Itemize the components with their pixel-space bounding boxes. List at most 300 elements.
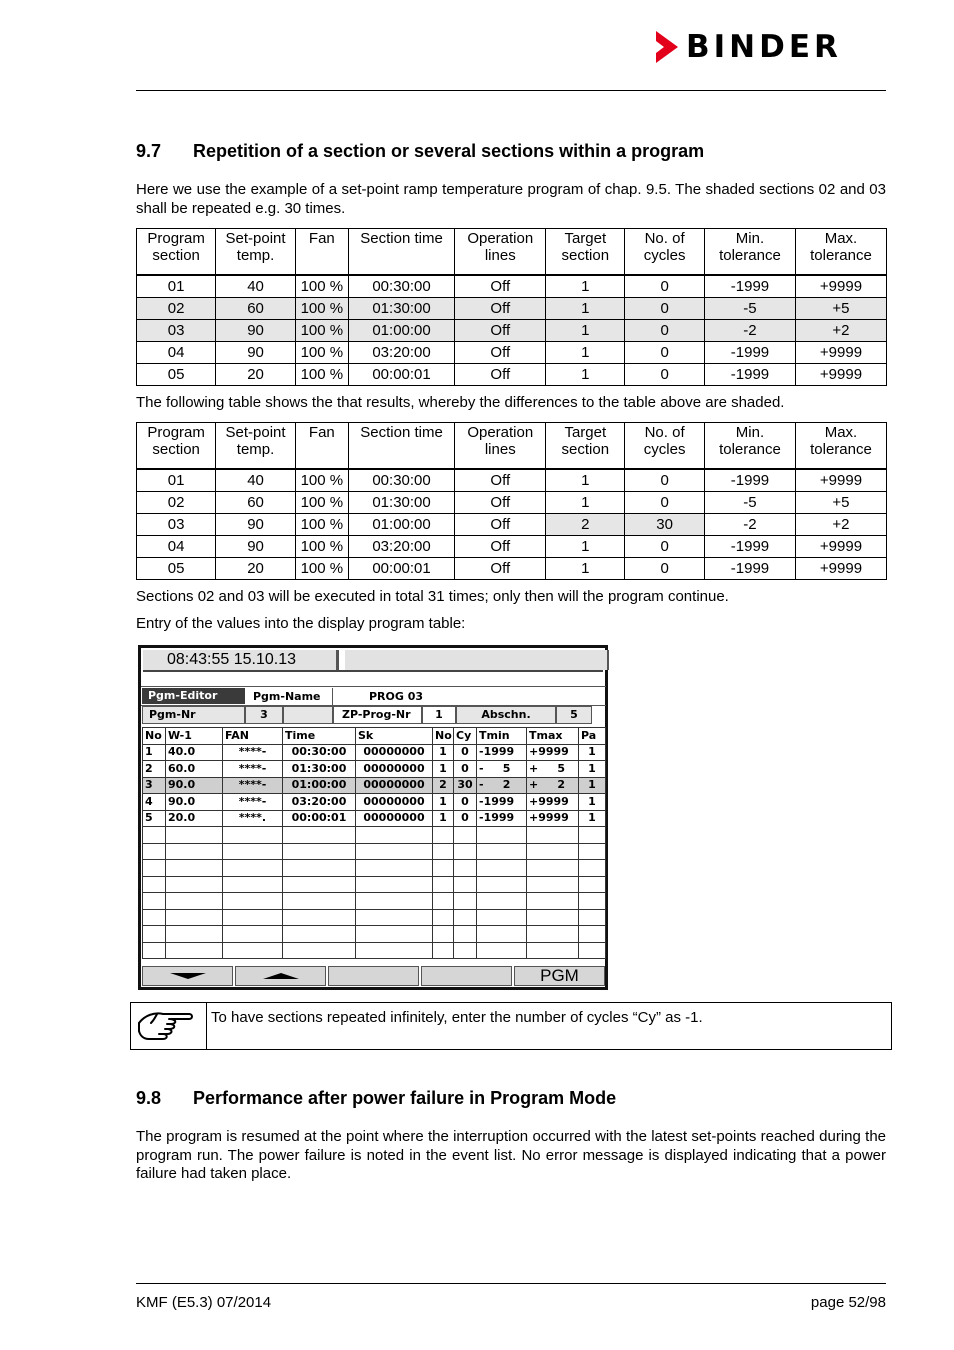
column-header xyxy=(795,229,886,276)
table-cell: 0 xyxy=(625,275,705,298)
display-column-header: FAN xyxy=(223,728,283,745)
display-empty-row[interactable] xyxy=(143,909,606,926)
display-column-header: Tmin xyxy=(477,728,527,745)
display-table-cell[interactable]: 0 xyxy=(454,810,477,827)
display-column-header: Tmax xyxy=(527,728,579,745)
logo-arrow-icon xyxy=(656,31,678,63)
table-cell: 90 xyxy=(216,514,296,536)
display-empty-cell[interactable] xyxy=(223,926,283,943)
display-empty-cell[interactable] xyxy=(223,827,283,844)
table-cell: 03:20:00 xyxy=(348,536,454,558)
display-footer xyxy=(142,966,605,986)
display-empty-cell[interactable] xyxy=(166,926,223,943)
column-header xyxy=(216,229,296,276)
column-header-line: No. of xyxy=(644,424,685,441)
display-empty-cell[interactable] xyxy=(143,926,166,943)
column-header xyxy=(216,423,296,470)
footer-doc-id: KMF (E5.3) 07/2014 xyxy=(136,1294,272,1311)
display-empty-cell[interactable] xyxy=(166,876,223,893)
display-table-cell[interactable]: 5 xyxy=(143,810,166,827)
display-empty-cell[interactable] xyxy=(477,909,527,926)
display-table-cell[interactable]: -1999 xyxy=(477,794,527,811)
display-empty-cell[interactable] xyxy=(283,860,356,877)
table-row xyxy=(137,469,887,492)
display-empty-cell[interactable] xyxy=(433,893,454,910)
table-cell: +9999 xyxy=(795,558,886,580)
display-empty-row[interactable] xyxy=(143,942,606,959)
table-cell: 60 xyxy=(216,492,296,514)
display-empty-cell[interactable] xyxy=(527,893,579,910)
display-column-header: Time xyxy=(283,728,356,745)
program-table-original xyxy=(136,228,887,386)
pgm-name-label: Pgm-Name xyxy=(253,690,321,703)
pgm-button[interactable]: PGM xyxy=(514,966,605,986)
table-cell: 02 xyxy=(137,492,216,514)
table-cell: 0 xyxy=(625,298,705,320)
column-header xyxy=(546,229,625,276)
display-empty-cell[interactable] xyxy=(166,843,223,860)
table-cell: Off xyxy=(455,298,546,320)
table-cell: 02 xyxy=(137,298,216,320)
table-cell: Off xyxy=(455,536,546,558)
display-empty-cell[interactable] xyxy=(283,876,356,893)
scroll-down-button[interactable] xyxy=(142,966,233,986)
table-cell: Off xyxy=(455,492,546,514)
display-empty-cell[interactable] xyxy=(356,942,433,959)
display-empty-cell[interactable] xyxy=(223,860,283,877)
display-empty-cell[interactable] xyxy=(527,860,579,877)
note-text: To have sections repeated infinitely, enter the number of cycles “Cy” as -1. xyxy=(211,1009,703,1026)
column-header-line: cycles xyxy=(643,441,686,458)
display-table-cell[interactable]: 00000000 xyxy=(356,794,433,811)
display-empty-cell[interactable] xyxy=(283,942,356,959)
column-header-line: Set-point xyxy=(225,424,286,441)
table-cell: 1 xyxy=(546,469,625,492)
display-table-cell[interactable]: 1 xyxy=(579,794,606,811)
table-cell: 01 xyxy=(137,275,216,298)
table-cell: 0 xyxy=(625,536,705,558)
display-table-cell[interactable]: +9999 xyxy=(527,794,579,811)
abschn-label: Abschn. xyxy=(456,706,556,724)
pgm-nr-value[interactable]: 3 xyxy=(245,706,283,724)
display-empty-cell[interactable] xyxy=(356,827,433,844)
display-empty-cell[interactable] xyxy=(454,909,477,926)
display-empty-cell[interactable] xyxy=(454,893,477,910)
column-header xyxy=(455,229,546,276)
scroll-up-button[interactable] xyxy=(235,966,326,986)
table-cell: 05 xyxy=(137,558,216,580)
table-cell: 01:00:00 xyxy=(348,320,454,342)
column-header-line: section xyxy=(561,441,610,458)
section-98-heading: 9.8 Performance after power failure in Program Mode xyxy=(136,1088,617,1108)
table-cell: 100 % xyxy=(295,536,348,558)
after-text: Sections 02 and 03 will be executed in total 31 times; only then will the program continue. xyxy=(136,588,729,605)
display-table-cell[interactable]: + 2 xyxy=(527,777,579,794)
column-header-line: section xyxy=(152,247,200,264)
table-cell: +2 xyxy=(795,320,886,342)
display-table-cell[interactable]: 03:20:00 xyxy=(283,794,356,811)
display-empty-cell[interactable] xyxy=(283,926,356,943)
display-table-cell[interactable]: 1 xyxy=(433,744,454,761)
entry-text: Entry of the values into the display program table: xyxy=(136,615,466,632)
table-cell: +5 xyxy=(795,298,886,320)
display-table-cell[interactable]: 1 xyxy=(579,777,606,794)
table-cell: -1999 xyxy=(704,342,795,364)
display-table-cell[interactable]: + 5 xyxy=(527,761,579,778)
display-table-cell[interactable]: 00000000 xyxy=(356,777,433,794)
display-empty-cell[interactable] xyxy=(283,893,356,910)
pgm-nr-label: Pgm-Nr xyxy=(142,706,245,724)
display-table-cell[interactable]: -1999 xyxy=(477,810,527,827)
display-spacer xyxy=(283,706,333,724)
display-status-bar xyxy=(345,650,609,670)
display-empty-cell[interactable] xyxy=(166,827,223,844)
table-cell: +5 xyxy=(795,492,886,514)
display-table-cell[interactable]: 40.0 xyxy=(166,744,223,761)
table-cell: +9999 xyxy=(795,469,886,492)
pgm-name-value[interactable]: PROG 03 xyxy=(369,690,424,703)
display-empty-cell[interactable] xyxy=(527,942,579,959)
display-empty-cell[interactable] xyxy=(454,926,477,943)
table-cell: 20 xyxy=(216,364,296,386)
column-header-line: cycles xyxy=(643,247,686,264)
display-empty-cell[interactable] xyxy=(454,827,477,844)
display-empty-cell[interactable] xyxy=(356,893,433,910)
table-cell: -1999 xyxy=(704,558,795,580)
display-empty-cell[interactable] xyxy=(283,827,356,844)
table-cell: Off xyxy=(455,320,546,342)
display-empty-cell[interactable] xyxy=(527,843,579,860)
display-empty-cell[interactable] xyxy=(477,942,527,959)
display-table-cell[interactable]: 90.0 xyxy=(166,794,223,811)
display-empty-cell[interactable] xyxy=(454,942,477,959)
display-table-cell[interactable]: 00:30:00 xyxy=(283,744,356,761)
display-empty-cell[interactable] xyxy=(356,843,433,860)
abschn-value[interactable]: 5 xyxy=(556,706,592,724)
display-column-header: W-1 xyxy=(166,728,223,745)
display-empty-cell[interactable] xyxy=(433,860,454,877)
display-empty-cell[interactable] xyxy=(527,926,579,943)
between-text: The following table shows the that results, whereby the differences to the table above are shaded. xyxy=(136,394,785,411)
display-table-row[interactable] xyxy=(143,810,606,827)
display-table-cell[interactable]: ****- xyxy=(223,777,283,794)
column-header xyxy=(455,423,546,470)
table-cell: 1 xyxy=(546,275,625,298)
column-header-line: Fan xyxy=(308,424,335,441)
table-cell: 1 xyxy=(546,558,625,580)
column-header xyxy=(546,423,625,470)
display-empty-cell[interactable] xyxy=(143,843,166,860)
display-empty-cell[interactable] xyxy=(283,843,356,860)
column-header-line: section xyxy=(561,247,610,264)
display-table-cell[interactable]: 1 xyxy=(579,761,606,778)
column-header-line: Operation xyxy=(467,230,534,247)
display-empty-cell[interactable] xyxy=(477,827,527,844)
table-cell: 1 xyxy=(546,342,625,364)
display-table-cell[interactable]: 1 xyxy=(433,761,454,778)
table-cell: 04 xyxy=(137,536,216,558)
display-table-cell[interactable]: 0 xyxy=(454,794,477,811)
display-empty-cell[interactable] xyxy=(166,893,223,910)
display-table-cell[interactable]: +9999 xyxy=(527,744,579,761)
display-empty-cell[interactable] xyxy=(579,827,606,844)
pgm-editor-tab[interactable]: Pgm-Editor xyxy=(142,688,245,704)
column-header xyxy=(348,423,454,470)
column-header-line: tolerance xyxy=(810,441,872,458)
display-empty-cell[interactable] xyxy=(454,876,477,893)
table-cell: Off xyxy=(455,558,546,580)
display-empty-cell[interactable] xyxy=(454,860,477,877)
display-empty-cell[interactable] xyxy=(579,893,606,910)
table-cell: 0 xyxy=(625,492,705,514)
display-table-cell[interactable]: 3 xyxy=(143,777,166,794)
table-cell: Off xyxy=(455,514,546,536)
table-cell: 01:30:00 xyxy=(348,298,454,320)
display-column-header: Cy xyxy=(454,728,477,745)
table-header-row xyxy=(137,423,887,470)
display-column-header: No xyxy=(433,728,454,745)
display-table-cell[interactable]: 00000000 xyxy=(356,761,433,778)
display-empty-cell[interactable] xyxy=(143,909,166,926)
display-empty-cell[interactable] xyxy=(579,909,606,926)
display-empty-cell[interactable] xyxy=(477,893,527,910)
display-table-cell[interactable]: 1 xyxy=(579,744,606,761)
column-header-line: Max. xyxy=(824,424,858,441)
table-row xyxy=(137,320,887,342)
display-table-cell[interactable]: 0 xyxy=(454,761,477,778)
display-empty-cell[interactable] xyxy=(283,909,356,926)
display-table-cell[interactable]: 00000000 xyxy=(356,744,433,761)
display-table-cell[interactable]: 0 xyxy=(454,744,477,761)
table-row xyxy=(137,298,887,320)
display-empty-cell[interactable] xyxy=(356,876,433,893)
display-empty-cell[interactable] xyxy=(166,860,223,877)
table-cell: 1 xyxy=(546,536,625,558)
display-empty-row[interactable] xyxy=(143,827,606,844)
display-empty-cell[interactable] xyxy=(579,843,606,860)
display-empty-row[interactable] xyxy=(143,843,606,860)
column-header xyxy=(137,229,216,276)
footer-rule xyxy=(136,1283,886,1284)
display-empty-cell[interactable] xyxy=(223,909,283,926)
column-header-line: temp. xyxy=(236,247,275,264)
table-cell: 90 xyxy=(216,342,296,364)
column-header-line: temp. xyxy=(236,441,275,458)
display-table-cell[interactable]: ****. xyxy=(223,810,283,827)
display-empty-cell[interactable] xyxy=(433,942,454,959)
display-empty-cell[interactable] xyxy=(433,876,454,893)
column-header-line: tolerance xyxy=(719,441,781,458)
table-cell: 90 xyxy=(216,536,296,558)
table-cell: 100 % xyxy=(295,364,348,386)
section-98-body: The program is resumed at the point where the interruption occurred with the latest set-points reached during the program run. The power failure is noted in the event list. No error message is displayed indicating that a power failure had taken place. xyxy=(136,1128,886,1182)
table-row xyxy=(137,364,887,386)
display-clock: 08:43:55 15.10.13 xyxy=(143,650,339,670)
table-cell: 100 % xyxy=(295,342,348,364)
column-header xyxy=(704,423,795,470)
display-empty-cell[interactable] xyxy=(143,942,166,959)
display-empty-cell[interactable] xyxy=(166,909,223,926)
display-table-cell[interactable]: ****- xyxy=(223,744,283,761)
display-empty-row[interactable] xyxy=(143,893,606,910)
table-cell: 100 % xyxy=(295,492,348,514)
table-header-row xyxy=(137,229,887,276)
display-empty-cell[interactable] xyxy=(223,893,283,910)
display-table-cell[interactable]: 1 xyxy=(433,794,454,811)
display-empty-cell[interactable] xyxy=(166,942,223,959)
table-cell: 05 xyxy=(137,364,216,386)
table-cell: -1999 xyxy=(704,275,795,298)
display-table-cell[interactable]: +9999 xyxy=(527,810,579,827)
table-row xyxy=(137,558,887,580)
display-table-cell[interactable]: 00000000 xyxy=(356,810,433,827)
column-header-line: lines xyxy=(484,441,516,458)
column-header xyxy=(795,423,886,470)
display-table-cell[interactable]: 1 xyxy=(433,810,454,827)
display-empty-cell[interactable] xyxy=(433,827,454,844)
table-cell: +9999 xyxy=(795,275,886,298)
display-empty-cell[interactable] xyxy=(579,942,606,959)
display-table-cell[interactable]: - 2 xyxy=(477,777,527,794)
program-table-result xyxy=(136,422,887,580)
display-empty-cell[interactable] xyxy=(356,909,433,926)
display-table-row[interactable] xyxy=(143,761,606,778)
section-97-intro: Here we use the example of a set-point ramp temperature program of chap. 9.5. The shaded sections 02 and 03 shall be repeated e.g. 30 times. xyxy=(136,181,886,217)
column-header-line: Fan xyxy=(308,230,335,247)
table-cell: 100 % xyxy=(295,298,348,320)
display-table-row[interactable] xyxy=(143,794,606,811)
table-cell: 0 xyxy=(625,558,705,580)
display-table-cell[interactable]: 20.0 xyxy=(166,810,223,827)
table-cell: 0 xyxy=(625,364,705,386)
display-empty-cell[interactable] xyxy=(527,876,579,893)
display-table-cell[interactable]: -1999 xyxy=(477,744,527,761)
table-cell: 2 xyxy=(546,514,625,536)
display-table-cell[interactable]: 90.0 xyxy=(166,777,223,794)
table-cell: +2 xyxy=(795,514,886,536)
table-cell: -2 xyxy=(704,320,795,342)
table-cell: 30 xyxy=(625,514,705,536)
column-header-line: Operation xyxy=(467,424,534,441)
display-table-row[interactable] xyxy=(143,777,606,794)
column-header-line: Set-point xyxy=(225,230,286,247)
display-table-cell[interactable]: ****- xyxy=(223,761,283,778)
empty-softkey[interactable] xyxy=(328,966,419,986)
table-cell: -5 xyxy=(704,492,795,514)
table-cell: 100 % xyxy=(295,514,348,536)
table-cell: 00:30:00 xyxy=(348,275,454,298)
column-header-line: Program xyxy=(147,230,205,247)
note-box xyxy=(130,1002,892,1050)
display-empty-cell[interactable] xyxy=(477,926,527,943)
table-cell: -5 xyxy=(704,298,795,320)
column-header-line: Section time xyxy=(360,424,443,441)
display-empty-cell[interactable] xyxy=(579,876,606,893)
table-cell: -2 xyxy=(704,514,795,536)
display-empty-cell[interactable] xyxy=(143,876,166,893)
display-divider xyxy=(141,686,606,687)
display-empty-cell[interactable] xyxy=(527,909,579,926)
display-empty-cell[interactable] xyxy=(527,827,579,844)
display-empty-cell[interactable] xyxy=(477,876,527,893)
display-empty-cell[interactable] xyxy=(477,860,527,877)
table-cell: 1 xyxy=(546,492,625,514)
display-empty-cell[interactable] xyxy=(579,860,606,877)
display-table-cell[interactable]: 1 xyxy=(143,744,166,761)
display-empty-row[interactable] xyxy=(143,876,606,893)
display-table-cell[interactable]: 30 xyxy=(454,777,477,794)
table-cell: 40 xyxy=(216,275,296,298)
display-table-cell[interactable]: 01:00:00 xyxy=(283,777,356,794)
display-empty-cell[interactable] xyxy=(356,860,433,877)
table-cell: 03:20:00 xyxy=(348,342,454,364)
display-empty-cell[interactable] xyxy=(223,942,283,959)
table-cell: 100 % xyxy=(295,275,348,298)
column-header-line: tolerance xyxy=(719,247,781,264)
display-empty-cell[interactable] xyxy=(454,843,477,860)
column-header xyxy=(625,229,705,276)
display-empty-cell[interactable] xyxy=(143,827,166,844)
display-empty-cell[interactable] xyxy=(433,909,454,926)
table-cell: 01:30:00 xyxy=(348,492,454,514)
pointing-hand-icon xyxy=(131,1003,207,1049)
zp-prog-nr-value[interactable]: 1 xyxy=(422,706,456,724)
display-empty-row[interactable] xyxy=(143,860,606,877)
display-table-cell[interactable]: - 5 xyxy=(477,761,527,778)
display-table-cell[interactable]: 01:30:00 xyxy=(283,761,356,778)
table-cell: 40 xyxy=(216,469,296,492)
display-empty-cell[interactable] xyxy=(223,843,283,860)
table-cell: -1999 xyxy=(704,536,795,558)
display-table-header xyxy=(143,728,606,745)
display-empty-cell[interactable] xyxy=(477,843,527,860)
display-table-cell[interactable]: 60.0 xyxy=(166,761,223,778)
column-header xyxy=(295,229,348,276)
display-table-cell[interactable]: 4 xyxy=(143,794,166,811)
table-row xyxy=(137,536,887,558)
empty-softkey[interactable] xyxy=(421,966,512,986)
display-program-table xyxy=(142,727,606,959)
display-empty-cell[interactable] xyxy=(433,926,454,943)
column-header-line: lines xyxy=(484,247,516,264)
display-empty-row[interactable] xyxy=(143,926,606,943)
column-header xyxy=(625,423,705,470)
table-cell: +9999 xyxy=(795,342,886,364)
display-empty-cell[interactable] xyxy=(579,926,606,943)
table-cell: 03 xyxy=(137,514,216,536)
column-header-line: Max. xyxy=(824,230,858,247)
table-cell: 03 xyxy=(137,320,216,342)
display-table-cell[interactable]: 00:00:01 xyxy=(283,810,356,827)
table-cell: 00:00:01 xyxy=(348,364,454,386)
display-empty-cell[interactable] xyxy=(143,860,166,877)
display-empty-cell[interactable] xyxy=(223,876,283,893)
display-table-cell[interactable]: 2 xyxy=(143,761,166,778)
display-table-cell[interactable]: 1 xyxy=(579,810,606,827)
column-header-line: Min. xyxy=(735,230,765,247)
display-empty-cell[interactable] xyxy=(433,843,454,860)
display-table-cell[interactable]: 2 xyxy=(433,777,454,794)
display-empty-cell[interactable] xyxy=(143,893,166,910)
table-cell: +9999 xyxy=(795,536,886,558)
column-header-line: No. of xyxy=(644,230,685,247)
display-empty-cell[interactable] xyxy=(356,926,433,943)
table-cell: Off xyxy=(455,364,546,386)
display-table-cell[interactable]: ****- xyxy=(223,794,283,811)
display-table-row[interactable] xyxy=(143,744,606,761)
table-cell: Off xyxy=(455,342,546,364)
column-header-line: section xyxy=(152,441,200,458)
